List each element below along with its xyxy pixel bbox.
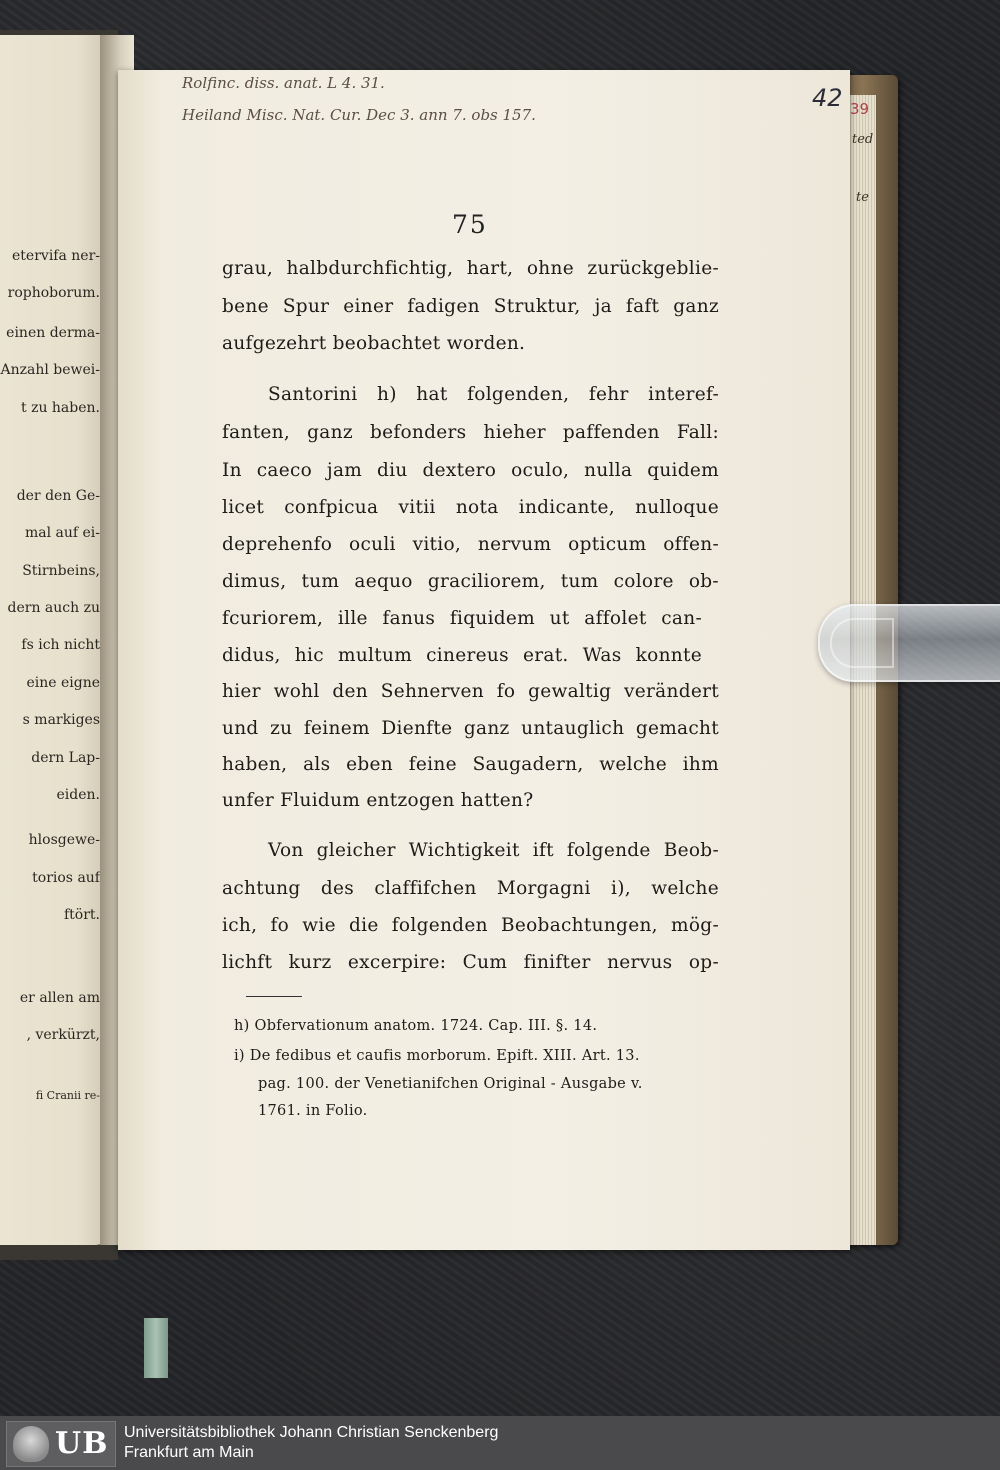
body-line: grau, halbdurchfichtig, hart, ohne zurückgeblie- [222, 258, 719, 279]
portrait-icon [13, 1426, 49, 1462]
body-line: deprehenfo oculi vitio, nervum opticum offen- [222, 534, 719, 555]
footer-bar [0, 1416, 1000, 1470]
body-line: dimus, tum aequo graciliorem, tum colore ob- [222, 571, 719, 592]
footnote: h) Obfervationum anatom. 1724. Cap. III. §. 14. [234, 1018, 598, 1034]
facing-page [0, 35, 110, 1245]
body-line: unfer Fluidum entzogen hatten? [222, 790, 534, 811]
facing-line: dern auch zu [7, 600, 100, 616]
handwritten-note: Heiland Misc. Nat. Cur. Dec 3. ann 7. obs 157. [182, 106, 536, 124]
edge-note: te [856, 190, 869, 205]
facing-line: er allen am [19, 990, 100, 1006]
body-line: bene Spur einer fadigen Struktur, ja faft ganz [222, 296, 719, 317]
institution-city: Frankfurt am Main [124, 1444, 254, 1461]
facing-line: mal auf ei- [24, 525, 100, 541]
edge-note: ted [852, 132, 874, 147]
institution-name: Universitätsbibliothek Johann Christian Senckenberg [124, 1424, 499, 1441]
body-line: fanten, ganz befonders hieher paffenden Fall: [222, 422, 719, 443]
body-line: aufgezehrt beobachtet worden. [222, 333, 526, 354]
footnote-rule [246, 996, 302, 997]
facing-line: dern Lap- [31, 750, 100, 766]
facing-line: Stirnbeins, [22, 563, 100, 579]
glass-page-weight [818, 604, 1000, 682]
body-line: ich, fo wie die folgenden Beobachtungen, mög- [222, 915, 719, 936]
facing-line: Anzahl bewei- [0, 362, 100, 378]
edge-note-number: 39 [850, 100, 870, 118]
facing-page-text [0, 35, 110, 1245]
ribbon-bookmark [144, 1318, 168, 1378]
logo-text: UB [55, 1426, 109, 1461]
body-line: hier wohl den Sehnerven fo gewaltig verändert [222, 681, 719, 702]
facing-line: fs ich nicht [21, 637, 100, 653]
folio-number: 42 [812, 84, 843, 112]
body-line: didus, hic multum cinereus erat. Was konnte [222, 645, 702, 666]
facing-line: etervifa ner- [12, 248, 100, 264]
body-line: Von gleicher Wichtigkeit ift folgende Beob- [268, 840, 719, 861]
handwritten-note: Rolfinc. diss. anat. L 4. 31. [182, 74, 385, 92]
body-line: und zu feinem Dienfte ganz untauglich gemacht [222, 718, 719, 739]
body-line: haben, als eben feine Saugadern, welche ihm [222, 754, 719, 775]
facing-line: s markiges [22, 712, 100, 728]
body-line: licet confpicua vitii nota indicante, nulloque [222, 497, 719, 518]
facing-line: fi Cranii re- [35, 1089, 100, 1102]
facing-line: einen derma- [6, 325, 100, 341]
library-logo[interactable] [6, 1421, 116, 1467]
facing-line: t zu haben. [21, 400, 100, 416]
body-line: lichft kurz excerpire: Cum finifter nervus op- [222, 952, 719, 973]
facing-line: torios auf [32, 870, 100, 886]
facing-line: eine eigne [26, 675, 100, 691]
footnote-continuation: 1761. in Folio. [258, 1103, 368, 1119]
body-line: In caeco jam diu dextero oculo, nulla quidem [222, 460, 719, 481]
facing-line: eiden. [56, 787, 100, 803]
facing-line: ftört. [63, 907, 100, 923]
footnote-continuation: pag. 100. der Venetianifchen Original - Ausgabe v. [258, 1076, 643, 1092]
body-line: achtung des claffifchen Morgagni i), welche [222, 878, 719, 899]
footnote: i) De fedibus et caufis morborum. Epift. XIII. Art. 13. [234, 1048, 640, 1064]
glass-highlight [830, 618, 894, 668]
facing-line: hlosgewe- [28, 832, 100, 848]
body-line: Santorini h) hat folgenden, fehr interef- [268, 384, 719, 405]
facing-line: der den Ge- [16, 488, 100, 504]
body-line: fcuriorem, ille fanus fiquidem ut affolet can- [222, 608, 702, 629]
page-number: 75 [452, 210, 488, 239]
facing-line: rophoborum. [7, 285, 100, 301]
facing-line: , verkürzt, [26, 1027, 100, 1043]
